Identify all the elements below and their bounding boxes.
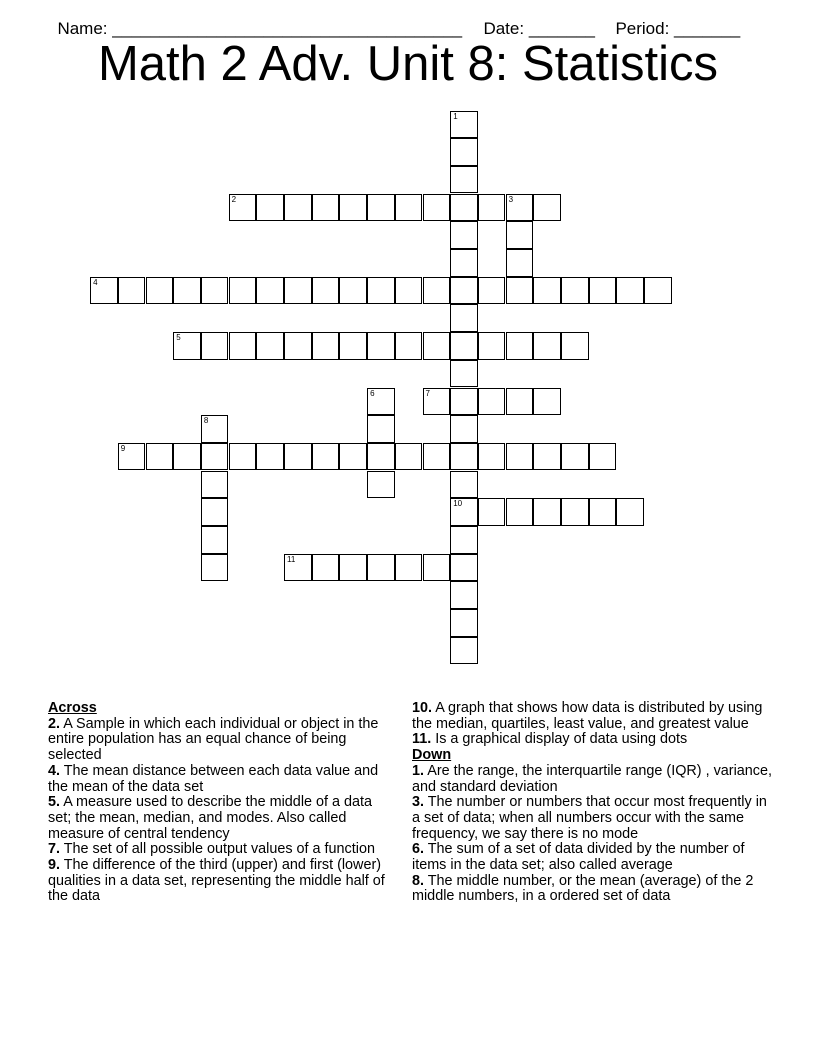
crossword-cell[interactable] [229, 277, 257, 305]
crossword-cell[interactable] [478, 277, 506, 305]
clue-item-number: 7. [48, 841, 61, 858]
crossword-cell[interactable] [118, 443, 146, 471]
clue-number: 2 [231, 194, 237, 204]
crossword-cell[interactable] [450, 304, 478, 332]
crossword-cell[interactable] [339, 554, 367, 582]
crossword-cell[interactable] [506, 332, 534, 360]
crossword-cell[interactable] [312, 277, 340, 305]
crossword-cell[interactable] [450, 138, 478, 166]
crossword-cell[interactable] [506, 443, 534, 471]
crossword-cell[interactable] [284, 277, 312, 305]
clue-item-number: 10. [412, 700, 433, 716]
crossword-cell[interactable] [339, 277, 367, 305]
across-clue-list-continued [412, 701, 772, 748]
clue-item [412, 764, 772, 795]
clue-item-text: Are the range, the interquartile range (IQR) , variance, and standard deviation [412, 762, 772, 795]
crossword-cell[interactable] [395, 277, 423, 305]
crossword-cell[interactable] [201, 415, 229, 443]
crossword-cell[interactable] [561, 443, 589, 471]
crossword-cell[interactable] [395, 194, 423, 222]
crossword-cell[interactable] [367, 471, 395, 499]
crossword-cell[interactable] [367, 554, 395, 582]
crossword-cell[interactable] [561, 332, 589, 360]
crossword-cell[interactable] [90, 277, 118, 305]
crossword-cell[interactable] [450, 332, 478, 360]
clue-item [48, 858, 388, 905]
name-blank[interactable]: _____________________________________ [112, 19, 463, 38]
down-header: Down [412, 747, 452, 764]
crossword-cell[interactable] [201, 526, 229, 554]
across-clue-list [48, 717, 388, 905]
clue-item-text: The mean distance between each data value and the mean of the data set [48, 762, 379, 795]
name-label: Name: [57, 19, 113, 38]
crossword-cell[interactable] [367, 443, 395, 471]
crossword-cell[interactable] [561, 277, 589, 305]
crossword-cell[interactable] [339, 443, 367, 471]
crossword-cell[interactable] [312, 554, 340, 582]
across-header: Across [48, 700, 97, 716]
crossword-cell[interactable] [478, 332, 506, 360]
crossword-cell[interactable] [450, 249, 478, 277]
crossword-cell[interactable] [450, 415, 478, 443]
crossword-cell[interactable] [589, 498, 617, 526]
crossword-cell[interactable] [312, 443, 340, 471]
crossword-cell[interactable] [229, 194, 257, 222]
clue-item-text: The difference of the third (upper) and first (lower) qualities in a data set, representing the middle half of the data [48, 857, 385, 905]
crossword-cell[interactable] [229, 443, 257, 471]
crossword-cell[interactable] [450, 471, 478, 499]
clue-item-text: A graph that shows how data is distributed by using the median, quartiles, least value, and greatest value [412, 700, 763, 732]
clue-item-text: The number or numbers that occur most frequently in a set of data; when all numbers occur with the same frequency, we say there is no mode [412, 794, 767, 842]
crossword-cell[interactable] [478, 194, 506, 222]
clue-item-text: A measure used to describe the middle of a data set; the mean, median, and modes. Also called measure of central tendency [48, 794, 373, 842]
date-label: Date: [483, 19, 529, 38]
clue-item-number: 1. [412, 762, 425, 779]
clue-item-text: The set of all possible output values of a function [63, 841, 375, 858]
clue-number: 11 [287, 554, 296, 564]
crossword-cell[interactable] [229, 332, 257, 360]
clue-item [412, 732, 772, 748]
crossword-cell[interactable] [561, 498, 589, 526]
crossword-cell[interactable] [312, 194, 340, 222]
clues-column-right [412, 701, 772, 905]
crossword-cell[interactable] [146, 443, 174, 471]
clue-item-number: 9. [48, 857, 61, 874]
down-clue-list [412, 764, 772, 905]
crossword-cell[interactable] [423, 443, 451, 471]
crossword-cell[interactable] [450, 194, 478, 222]
crossword-cell[interactable] [450, 637, 478, 665]
clue-item [48, 842, 388, 858]
clue-number: 8 [203, 416, 209, 426]
crossword-cell[interactable] [589, 277, 617, 305]
crossword-cell[interactable] [478, 498, 506, 526]
crossword-cell[interactable] [450, 221, 478, 249]
crossword-cell[interactable] [478, 443, 506, 471]
crossword-cell[interactable] [284, 443, 312, 471]
crossword-cell[interactable] [118, 277, 146, 305]
clue-number: 4 [93, 277, 98, 287]
clue-item-text: The sum of a set of data divided by the number of items in the data set; also called average [412, 841, 745, 874]
crossword-cell[interactable] [450, 277, 478, 305]
crossword-cell[interactable] [450, 609, 478, 637]
crossword-cell[interactable] [284, 194, 312, 222]
crossword-cell[interactable] [644, 277, 672, 305]
clue-number: 9 [120, 443, 126, 453]
clue-number: 1 [453, 111, 458, 121]
crossword-cell[interactable] [450, 388, 478, 416]
crossword-cell[interactable] [533, 194, 561, 222]
clue-item-number: 4. [48, 762, 61, 779]
clue-number: 3 [508, 194, 514, 204]
clue-number: 5 [176, 333, 181, 343]
crossword-cell[interactable] [312, 332, 340, 360]
crossword-cell[interactable] [423, 194, 451, 222]
crossword-cell[interactable] [395, 332, 423, 360]
crossword-cell[interactable] [450, 443, 478, 471]
crossword-cell[interactable] [284, 554, 312, 582]
crossword-cell[interactable] [533, 498, 561, 526]
crossword-cell[interactable] [506, 498, 534, 526]
crossword-cell[interactable] [589, 443, 617, 471]
crossword-cell[interactable] [256, 332, 284, 360]
clue-item-number: 6. [412, 841, 425, 858]
clue-item [48, 764, 388, 795]
crossword-cell[interactable] [395, 554, 423, 582]
crossword-cell[interactable] [450, 111, 478, 139]
crossword-cell[interactable] [423, 388, 451, 416]
clue-item [412, 795, 772, 842]
crossword-cell[interactable] [201, 554, 229, 582]
clue-item-number: 3. [412, 794, 425, 811]
crossword-cell[interactable] [616, 498, 644, 526]
period-label: Period: [615, 19, 675, 38]
crossword-cell[interactable] [506, 277, 534, 305]
crossword-cell[interactable] [173, 443, 201, 471]
crossword-cell[interactable] [201, 471, 229, 499]
crossword-cell[interactable] [395, 443, 423, 471]
crossword-cell[interactable] [506, 221, 534, 249]
crossword-cell[interactable] [450, 360, 478, 388]
crossword-cell[interactable] [423, 277, 451, 305]
crossword-cell[interactable] [450, 526, 478, 554]
crossword-cell[interactable] [450, 166, 478, 194]
crossword-cell[interactable] [533, 277, 561, 305]
clue-item-number: 11. [412, 731, 432, 748]
crossword-cell[interactable] [423, 332, 451, 360]
period-blank[interactable]: _______ [674, 19, 741, 38]
crossword-cell[interactable] [506, 249, 534, 277]
crossword-cell[interactable] [533, 388, 561, 416]
crossword-cell[interactable] [201, 443, 229, 471]
crossword-cell[interactable] [367, 277, 395, 305]
crossword-cell[interactable] [533, 443, 561, 471]
crossword-cell[interactable] [506, 388, 534, 416]
clue-number: 6 [370, 388, 375, 398]
crossword-cell[interactable] [450, 581, 478, 609]
crossword-cell[interactable] [616, 277, 644, 305]
crossword-cell[interactable] [450, 554, 478, 582]
clue-item-number: 8. [412, 872, 425, 889]
clue-item-text: The middle number, or the mean (average) of the 2 middle numbers, in a ordered set of data [412, 872, 754, 905]
crossword-cell[interactable] [146, 277, 174, 305]
crossword-cell[interactable] [450, 498, 478, 526]
date-blank[interactable]: _______ [528, 19, 595, 38]
crossword-cell[interactable] [423, 554, 451, 582]
page-title: Math 2 Adv. Unit 8: Statistics [97, 37, 718, 91]
clue-item [48, 717, 388, 764]
clue-item [412, 701, 772, 732]
clues-column-left [48, 701, 388, 905]
clue-item [48, 795, 388, 842]
clue-number: 7 [425, 388, 430, 398]
crossword-cell[interactable] [339, 194, 367, 222]
crossword-cell[interactable] [201, 277, 229, 305]
crossword-cell[interactable] [201, 498, 229, 526]
crossword-cell[interactable] [201, 332, 229, 360]
crossword-cell[interactable] [284, 332, 312, 360]
clue-number: 10 [453, 499, 463, 509]
clue-item [412, 842, 772, 873]
crossword-cell[interactable] [256, 194, 284, 222]
crossword-cell[interactable] [478, 388, 506, 416]
clue-item [412, 874, 772, 905]
crossword-cell[interactable] [506, 194, 534, 222]
crossword-cell[interactable] [256, 443, 284, 471]
crossword-cell[interactable] [367, 332, 395, 360]
crossword-cell[interactable] [367, 415, 395, 443]
clue-item-number: 5. [48, 794, 61, 811]
crossword-cell[interactable] [339, 332, 367, 360]
crossword-cell[interactable] [367, 194, 395, 222]
clue-item-text: Is a graphical display of data using dots [435, 731, 688, 748]
crossword-cell[interactable] [367, 388, 395, 416]
crossword-cell[interactable] [256, 277, 284, 305]
clue-item-text: A Sample in which each individual or object in the entire population has an equal chance of being selected [48, 715, 379, 764]
crossword-cell[interactable] [173, 332, 201, 360]
crossword-cell[interactable] [533, 332, 561, 360]
clue-item-number: 2. [48, 715, 61, 732]
crossword-cell[interactable] [173, 277, 201, 305]
